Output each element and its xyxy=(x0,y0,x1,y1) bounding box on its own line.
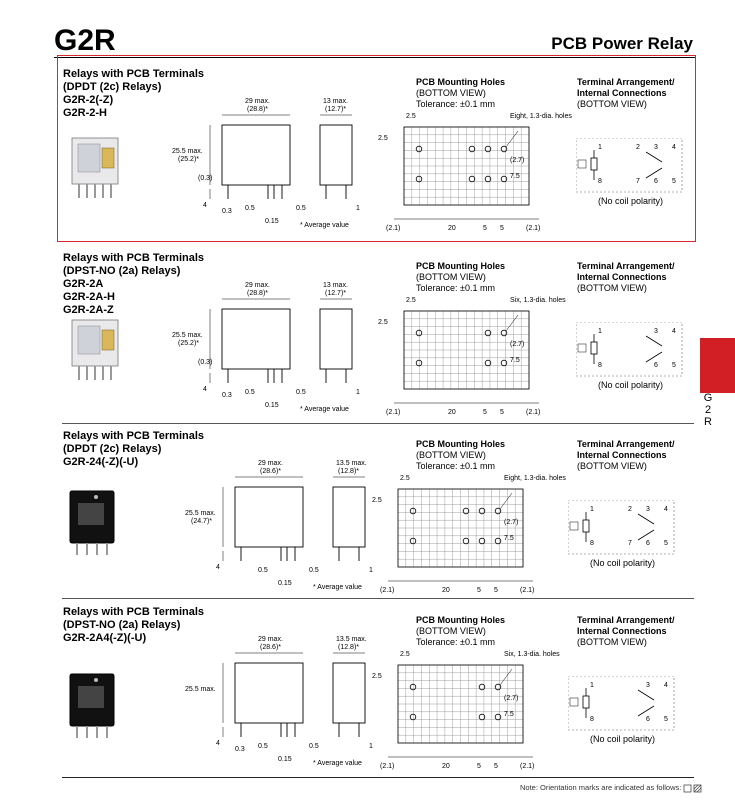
pin-number: 3 xyxy=(654,328,658,335)
dimension-label: 13.5 max. xyxy=(336,460,367,467)
dimension-label: 25.5 max. xyxy=(185,510,216,517)
pin-number: 1 xyxy=(598,328,602,335)
dimension-label: 0.5 xyxy=(245,389,255,396)
heading-line: G2R-2(-Z) xyxy=(63,94,114,106)
pcb-dimension: 20 xyxy=(448,409,456,416)
dimension-label: (28.8)* xyxy=(247,106,269,113)
pcb-dimension: 5 xyxy=(483,225,487,232)
dimension-label: 1 xyxy=(369,567,373,574)
side-tab-label: G 2 R xyxy=(703,392,713,428)
heading-line: (DPDT (2c) Relays) xyxy=(63,81,162,93)
pcb-dimension: 2.5 xyxy=(378,319,388,326)
pin-number: 8 xyxy=(590,716,594,723)
pcb-hole-grid xyxy=(378,297,548,417)
heading-line: (DPST-NO (2a) Relays) xyxy=(63,265,181,277)
dimension-label: (12.7)* xyxy=(325,290,347,297)
pin-number: 4 xyxy=(664,506,668,513)
heading-line: G2R-2-H xyxy=(63,107,108,119)
pcb-dimension: 5 xyxy=(477,587,481,594)
terminal-diagram xyxy=(576,322,686,380)
dimension-drawing xyxy=(170,95,390,245)
pin-number: 5 xyxy=(672,362,676,369)
orientation-mark-icon xyxy=(683,784,703,793)
mounting-hole xyxy=(416,330,422,336)
pin-number: 6 xyxy=(646,716,650,723)
pin-number: 3 xyxy=(654,144,658,151)
pin-number: 3 xyxy=(646,682,650,689)
page-title: G2R xyxy=(54,24,116,57)
heading-line: Relays with PCB Terminals xyxy=(63,430,205,442)
dimension-label: (0.3) xyxy=(198,175,213,182)
mounting-hole xyxy=(410,684,416,690)
dimension-label: 29 max. xyxy=(245,98,270,105)
pin-number: 6 xyxy=(654,362,658,369)
pin-number: 6 xyxy=(654,178,658,185)
dimension-label: 0.3 xyxy=(222,392,232,399)
pin-number: 5 xyxy=(664,540,668,547)
coil-polarity-note: (No coil polarity) xyxy=(590,558,656,568)
pcb-dimension: 2.5 xyxy=(400,651,410,658)
dimension-label: 0.5 xyxy=(309,743,319,750)
pcb-dimension: 5 xyxy=(500,225,504,232)
pcb-dimension: 7.5 xyxy=(504,535,514,542)
pcb-dimension: (2.1) xyxy=(386,409,401,416)
terminal-header: Terminal Arrangement/ Internal Connections (BOTTOM VIEW) xyxy=(577,261,675,293)
dimension-label: (12.8)* xyxy=(338,644,360,651)
coil-polarity-note: (No coil polarity) xyxy=(590,734,656,744)
pcb-dimension: (2.1) xyxy=(380,587,395,594)
pcb-dimension: (2.1) xyxy=(520,763,535,770)
pcb-dimension: 7.5 xyxy=(510,357,520,364)
pcb-dimension: 2.5 xyxy=(406,297,416,304)
average-value-note: * Average value xyxy=(313,760,362,767)
pin-number: 3 xyxy=(646,506,650,513)
pcb-dimension: 2.5 xyxy=(372,673,382,680)
mounting-hole xyxy=(495,508,501,514)
pin-number: 6 xyxy=(646,540,650,547)
dimension-label: 0.15 xyxy=(278,756,292,763)
average-value-note: * Average value xyxy=(300,406,349,413)
pcb-holes-header: PCB Mounting Holes (BOTTOM VIEW) Tolerance: ±0.1 mm xyxy=(416,439,505,471)
heading-line: G2R-2A xyxy=(63,278,104,290)
dimension-label: 0.5 xyxy=(296,205,306,212)
page-subtitle: PCB Power Relay xyxy=(551,34,693,53)
pin-number: 2 xyxy=(628,506,632,513)
pcb-dimension: 5 xyxy=(483,409,487,416)
dimension-label: 1 xyxy=(369,743,373,750)
pcb-dimension: (2.7) xyxy=(510,157,525,164)
dimension-label: (28.6)* xyxy=(260,644,282,651)
dimension-label: 0.5 xyxy=(258,743,268,750)
dimension-label: (12.7)* xyxy=(325,106,347,113)
pcb-holes-header: PCB Mounting Holes (BOTTOM VIEW) Tolerance: ±0.1 mm xyxy=(416,77,505,109)
pin-number: 4 xyxy=(664,682,668,689)
dimension-label: 29 max. xyxy=(245,282,270,289)
mounting-hole xyxy=(416,176,422,182)
dimension-label: 4 xyxy=(216,740,220,747)
dimension-label: 0.15 xyxy=(278,580,292,587)
dimension-label: (12.8)* xyxy=(338,468,360,475)
mounting-hole xyxy=(410,714,416,720)
pcb-dimension: (2.1) xyxy=(386,225,401,232)
mounting-hole xyxy=(410,508,416,514)
dimension-label: 0.5 xyxy=(296,389,306,396)
dimension-label: 25.5 max. xyxy=(172,332,203,339)
pcb-dimension: (2.1) xyxy=(526,225,541,232)
pcb-hole-grid xyxy=(372,651,542,771)
dimension-label: 0.5 xyxy=(309,567,319,574)
dimension-drawing xyxy=(183,457,403,607)
pcb-dimension: 20 xyxy=(442,587,450,594)
pcb-dimension: (2.1) xyxy=(520,587,535,594)
pcb-dimension: 5 xyxy=(494,763,498,770)
pin-number: 1 xyxy=(598,144,602,151)
dimension-label: 0.5 xyxy=(258,567,268,574)
heading-line: (DPDT (2c) Relays) xyxy=(63,443,162,455)
pcb-dimension: 2.5 xyxy=(378,135,388,142)
pin-number: 7 xyxy=(628,540,632,547)
pcb-dimension: (2.7) xyxy=(504,695,519,702)
holes-note: Eight, 1.3-dia. holes xyxy=(504,475,566,482)
terminal-header: Terminal Arrangement/ Internal Connections (BOTTOM VIEW) xyxy=(577,439,675,471)
mounting-hole xyxy=(501,360,507,366)
holes-note: Six, 1.3-dia. holes xyxy=(504,651,560,658)
pcb-holes-header: PCB Mounting Holes (BOTTOM VIEW) Tolerance: ±0.1 mm xyxy=(416,261,505,293)
dimension-label: 0.15 xyxy=(265,402,279,409)
pin-number: 8 xyxy=(590,540,594,547)
mounting-hole xyxy=(495,538,501,544)
pin-number: 7 xyxy=(636,178,640,185)
heading-line: G2R-24(-Z)(-U) xyxy=(63,456,139,468)
dimension-drawing xyxy=(183,633,403,783)
pcb-dimension: 20 xyxy=(442,763,450,770)
pcb-hole-grid xyxy=(378,113,548,233)
dimension-label: 0.3 xyxy=(222,208,232,215)
relay-photo xyxy=(66,485,126,560)
pin-number: 8 xyxy=(598,178,602,185)
dimension-label: 13 max. xyxy=(323,282,348,289)
average-value-note: * Average value xyxy=(300,222,349,229)
heading-line: Relays with PCB Terminals xyxy=(63,252,205,264)
dimension-label: 29 max. xyxy=(258,460,283,467)
dimension-label: 0.3 xyxy=(235,746,245,753)
pcb-dimension: 2.5 xyxy=(372,497,382,504)
mounting-hole xyxy=(501,146,507,152)
heading-line: Relays with PCB Terminals xyxy=(63,68,205,80)
pin-number: 4 xyxy=(672,144,676,151)
mounting-hole xyxy=(495,714,501,720)
dimension-label: 13 max. xyxy=(323,98,348,105)
mounting-hole xyxy=(410,538,416,544)
pcb-dimension: (2.1) xyxy=(526,409,541,416)
dimension-label: (25.2)* xyxy=(178,340,200,347)
dimension-label: 29 max. xyxy=(258,636,283,643)
dimension-label: 0.5 xyxy=(245,205,255,212)
terminal-header: Terminal Arrangement/ Internal Connections (BOTTOM VIEW) xyxy=(577,615,675,647)
pin-number: 2 xyxy=(636,144,640,151)
pcb-dimension: (2.7) xyxy=(510,341,525,348)
mounting-hole xyxy=(495,684,501,690)
mounting-hole xyxy=(416,360,422,366)
pcb-dimension: 5 xyxy=(494,587,498,594)
mounting-hole xyxy=(501,330,507,336)
coil-polarity-note: (No coil polarity) xyxy=(598,196,664,206)
mounting-hole xyxy=(416,146,422,152)
dimension-label: 1 xyxy=(356,389,360,396)
pcb-dimension: (2.7) xyxy=(504,519,519,526)
dimension-label: 0.15 xyxy=(265,218,279,225)
coil-polarity-note: (No coil polarity) xyxy=(598,380,664,390)
pcb-dimension: 7.5 xyxy=(510,173,520,180)
pcb-dimension: 2.5 xyxy=(406,113,416,120)
pcb-dimension: 5 xyxy=(500,409,504,416)
dimension-label: (0.3) xyxy=(198,359,213,366)
relay-photo xyxy=(66,312,126,387)
terminal-diagram xyxy=(568,676,678,734)
dimension-label: 1 xyxy=(356,205,360,212)
dimension-label: 25.5 max. xyxy=(185,686,216,693)
mounting-hole xyxy=(463,508,469,514)
pcb-holes-header: PCB Mounting Holes (BOTTOM VIEW) Tolerance: ±0.1 mm xyxy=(416,615,505,647)
holes-note: Eight, 1.3-dia. holes xyxy=(510,113,572,120)
dimension-label: (28.6)* xyxy=(260,468,282,475)
pcb-dimension: 2.5 xyxy=(400,475,410,482)
mounting-hole xyxy=(469,176,475,182)
dimension-label: 4 xyxy=(203,386,207,393)
dimension-label: (25.2)* xyxy=(178,156,200,163)
heading-line: G2R-2A-Z xyxy=(63,304,114,316)
pin-number: 1 xyxy=(590,506,594,513)
pin-number: 5 xyxy=(664,716,668,723)
dimension-drawing xyxy=(170,279,390,429)
relay-photo xyxy=(66,668,126,743)
pin-number: 1 xyxy=(590,682,594,689)
mounting-hole xyxy=(501,176,507,182)
heading-line: G2R-2A-H xyxy=(63,291,115,303)
orientation-footnote: Note: Orientation marks are indicated as follows: xyxy=(520,783,703,793)
heading-line: Relays with PCB Terminals xyxy=(63,606,205,618)
dimension-label: 4 xyxy=(203,202,207,209)
dimension-label: 13.5 max. xyxy=(336,636,367,643)
dimension-label: (28.8)* xyxy=(247,290,269,297)
pcb-hole-grid xyxy=(372,475,542,595)
dimension-label: (24.7)* xyxy=(191,518,213,525)
side-tab xyxy=(700,338,735,393)
terminal-diagram xyxy=(576,138,686,196)
pcb-dimension: 20 xyxy=(448,225,456,232)
relay-photo xyxy=(66,130,126,205)
pin-number: 8 xyxy=(598,362,602,369)
pin-number: 4 xyxy=(672,328,676,335)
pcb-dimension: (2.1) xyxy=(380,763,395,770)
terminal-header: Terminal Arrangement/ Internal Connections (BOTTOM VIEW) xyxy=(577,77,675,109)
heading-line: G2R-2A4(-Z)(-U) xyxy=(63,632,147,644)
dimension-label: 25.5 max. xyxy=(172,148,203,155)
pcb-dimension: 5 xyxy=(477,763,481,770)
mounting-hole xyxy=(463,538,469,544)
average-value-note: * Average value xyxy=(313,584,362,591)
heading-line: (DPST-NO (2a) Relays) xyxy=(63,619,181,631)
pcb-dimension: 7.5 xyxy=(504,711,514,718)
dimension-label: 4 xyxy=(216,564,220,571)
mounting-hole xyxy=(469,146,475,152)
terminal-diagram xyxy=(568,500,678,558)
holes-note: Six, 1.3-dia. holes xyxy=(510,297,566,304)
pin-number: 5 xyxy=(672,178,676,185)
